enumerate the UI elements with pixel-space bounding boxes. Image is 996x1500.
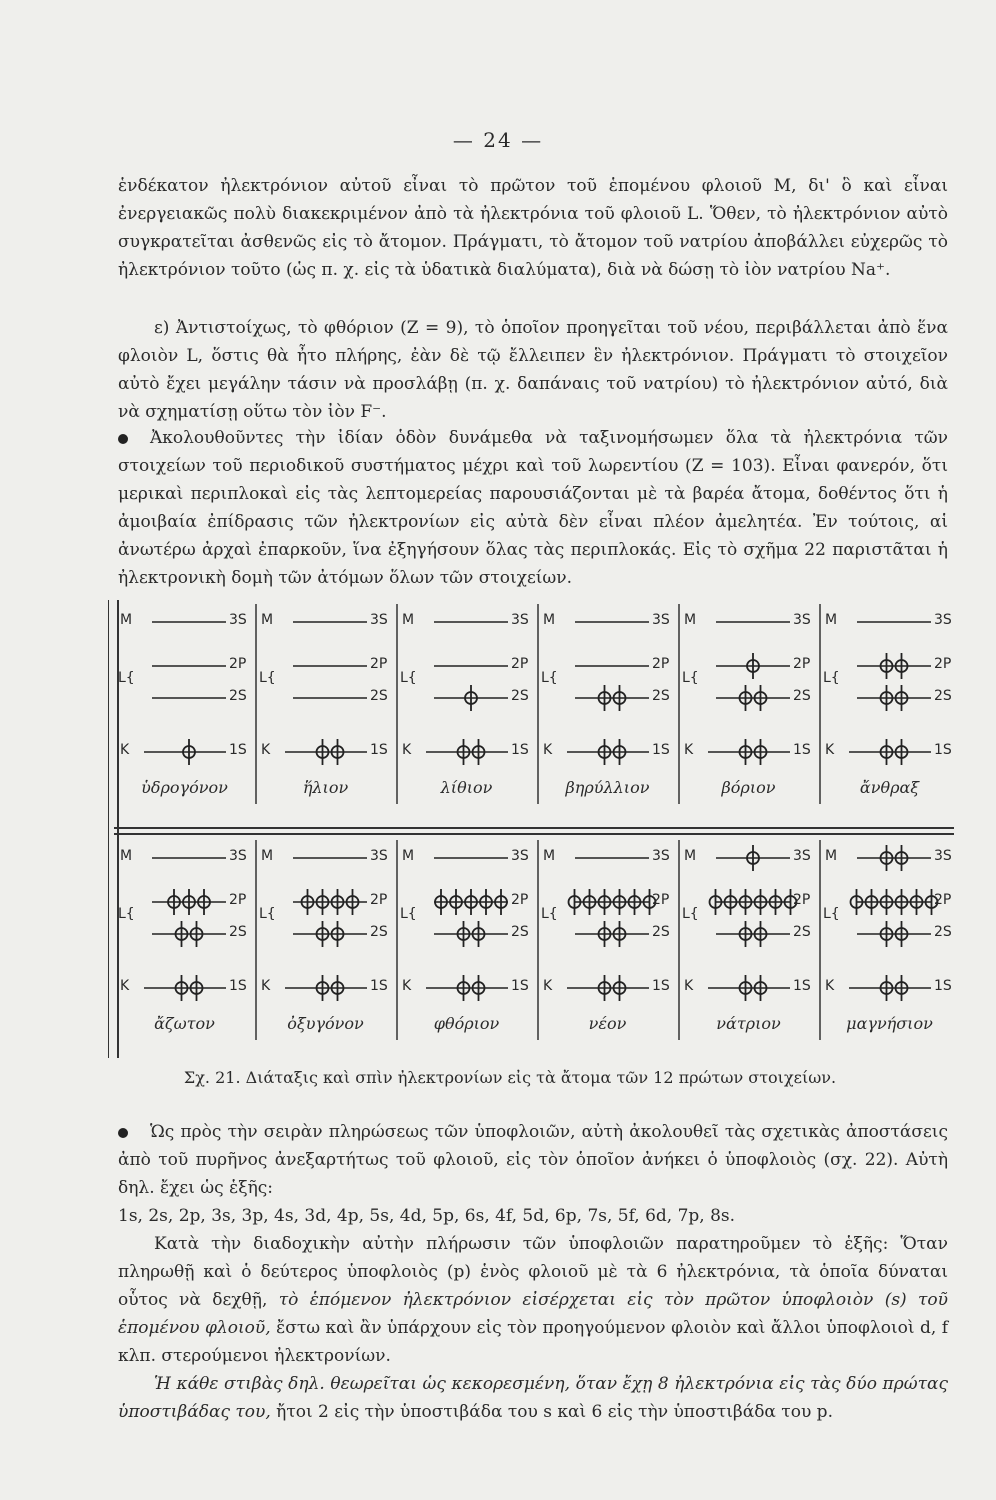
orbital-label-2s: 2S — [934, 924, 952, 940]
orbital-label-2s: 2S — [652, 688, 670, 704]
orbital-label-2p: 2P — [229, 892, 247, 908]
element-name: λίθιον — [440, 778, 493, 797]
orbital-label-2s: 2S — [793, 924, 811, 940]
orbital-label-2p: 2P — [370, 892, 388, 908]
paragraph-2: ε) Ἀντιστοίχως, τὸ φθόριον (Ζ = 9), τὸ ὁποῖον προηγεῖται τοῦ νέου, περιβάλλεται ἀπὸ ἕνα φλοιὸν L, ὅστις θὰ ἦτο πλήρης, ἐὰν δὲ τῷ ἔλλειπεν ἓν ἠλεκτρόνιον. Πράγματι τὸ στοιχεῖον αὐτὸ ἔχει μεγάλην τάσιν νὰ προσλάβῃ (π. χ. δαπάναις τοῦ νατρίου) τὸ ἠλεκτρόνιον αὐτό, διὰ νὰ σχηματίσῃ οὕτω τὸν ἰὸν F⁻. — [118, 318, 948, 422]
element-cell — [819, 840, 960, 1062]
element-cell — [255, 604, 396, 826]
paragraph-6-a: Ἡ κάθε στιβὰς δηλ. θεωρεῖται ὡς κεκορεσμένη, ὅταν ἔχῃ 8 ἠλεκτρόνια εἰς τὰς δύο πρώτας ὑποστιβάδας του, — [118, 1374, 948, 1422]
shell-label-l: L{ — [682, 670, 699, 686]
element-cell — [678, 840, 819, 1062]
shell-label-m: M — [120, 612, 133, 628]
orbital-label-2s: 2S — [370, 924, 388, 940]
element-name: ὑδρογόνον — [141, 778, 228, 797]
shell-label-m: M — [402, 612, 415, 628]
orbital-label-2p: 2P — [934, 892, 952, 908]
orbital-label-1s: 1S — [370, 742, 388, 758]
orbital-label-3s: 3S — [652, 612, 670, 628]
orbital-label-2p: 2P — [793, 892, 811, 908]
shell-label-l: L{ — [823, 906, 840, 922]
shell-label-m: M — [261, 848, 274, 864]
orbital-label-2p: 2P — [793, 656, 811, 672]
orbital-label-1s: 1S — [652, 978, 670, 994]
orbital-label-2s: 2S — [793, 688, 811, 704]
paragraph-5-c: ἔστω καὶ ἂν ὑπάρχουν εἰς τὸν προηγούμενον φλοιὸν καὶ ἄλλοι ὑποφλοιοὶ d, f κλπ. στερούμενοι ἠλεκτρονίων. — [118, 1318, 949, 1366]
shell-label-k: K — [825, 978, 835, 994]
shell-label-l: L{ — [682, 906, 699, 922]
orbital-label-3s: 3S — [652, 848, 670, 864]
shell-label-k: K — [825, 742, 835, 758]
orbital-label-1s: 1S — [229, 742, 247, 758]
shell-label-m: M — [261, 612, 274, 628]
shell-label-k: K — [261, 742, 271, 758]
paragraph-6 — [118, 1370, 948, 1426]
element-cell — [114, 604, 255, 826]
element-cell — [819, 604, 960, 826]
paragraph-4-block — [118, 1118, 948, 1426]
shell-label-m: M — [684, 848, 697, 864]
element-name: νάτριον — [716, 1014, 781, 1033]
orbital-label-2s: 2S — [511, 924, 529, 940]
shell-label-l: L{ — [259, 906, 276, 922]
paragraph-1: ἑνδέκατον ἠλεκτρόνιον αὐτοῦ εἶναι τὸ πρῶτον τοῦ ἑπομένου φλοιοῦ Μ, δι' ὃ καὶ εἶναι ἐνεργειακῶς πολὺ διακεκριμένον ἀπὸ τὰ ἠλεκτρόνια τοῦ φλοιοῦ L. Ὅθεν, τὸ ἠλεκτρόνιον αὐτὸ συγκρατεῖται ἀσθενῶς εἰς τὸ ἄτομον. Πράγματι, τὸ ἄτομον τοῦ νατρίου ἀποβάλλει εὐχερῶς τὸ ἠλεκτρόνιον τοῦτο (ὡς π. χ. εἰς τὰ ὑδατικὰ διαλύματα), διὰ νὰ δώσῃ τὸ ἰὸν νατρίου Na⁺. — [118, 176, 948, 280]
element-cell — [396, 604, 537, 826]
orbital-label-2p: 2P — [934, 656, 952, 672]
orbital-label-1s: 1S — [370, 978, 388, 994]
orbital-label-2s: 2S — [370, 688, 388, 704]
shell-label-k: K — [402, 978, 412, 994]
element-cell — [396, 840, 537, 1062]
element-name: βόριον — [721, 778, 776, 797]
shell-label-k: K — [684, 742, 694, 758]
orbital-label-2p: 2P — [511, 656, 529, 672]
shell-label-k: K — [120, 978, 130, 994]
paragraph-3-block — [118, 424, 948, 592]
orbital-label-3s: 3S — [229, 848, 247, 864]
paragraph-4: Ὡς πρὸς τὴν σειρὰν πληρώσεως τῶν ὑποφλοιῶν, αὐτὴ ἀκολουθεῖ τὰς σχετικὰς ἀποστάσεις ἀπὸ τοῦ πυρῆνος ἀνεξαρτήτως τοῦ φλοιοῦ, εἰς τὸν ὁποῖον ἀνήκει ὁ ὑποφλοιὸς (σχ. 22). Αὐτὴ δηλ. ἔχει ὡς ἑξῆς: — [118, 1122, 948, 1198]
orbital-label-3s: 3S — [511, 848, 529, 864]
orbital-label-3s: 3S — [793, 848, 811, 864]
shell-label-l: L{ — [541, 670, 558, 686]
paragraph-3: Ἀκολουθοῦντες τὴν ἰδίαν ὁδὸν δυνάμεθα νὰ ταξινομήσωμεν ὅλα τὰ ἠλεκτρόνια τῶν στοιχείων τοῦ περιοδικοῦ συστήματος μέχρι καὶ τοῦ λωρεντίου (Ζ = 103). Εἶναι φανερόν, ὅτι μερικαὶ περιπλοκαὶ εἰς τὰς λεπτομερείας παρουσιάζονται μὲ τὰ βαρέα ἄτομα, δοθέντος ὅτι ἡ ἀμοιβαία ἐπίδρασις τῶν ἠλεκτρονίων εἰς αὐτὰ δὲν εἶναι πλέον ἀμελητέα. Ἐν τούτοις, αἱ ἀνωτέρω ἀρχαὶ ἐπαρκοῦν, ἵνα ἐξηγήσουν ὅλας τὰς περιπλοκάς. Εἰς τὸ σχῆμα 22 παριστᾶται ἡ ἠλεκτρονικὴ δομὴ τῶν ἀτόμων ὅλων τῶν στοιχείων. — [118, 428, 948, 588]
orbital-label-2s: 2S — [652, 924, 670, 940]
orbital-label-1s: 1S — [934, 978, 952, 994]
page-number: — 24 — — [452, 128, 544, 152]
element-name: φθόριον — [433, 1014, 500, 1033]
orbital-label-3s: 3S — [934, 848, 952, 864]
element-cell — [537, 840, 678, 1062]
shell-label-k: K — [543, 742, 553, 758]
element-cell — [255, 840, 396, 1062]
orbital-label-2p: 2P — [652, 892, 670, 908]
shell-label-m: M — [120, 848, 133, 864]
orbital-label-3s: 3S — [229, 612, 247, 628]
shell-label-k: K — [402, 742, 412, 758]
orbital-label-1s: 1S — [793, 742, 811, 758]
shell-label-m: M — [825, 848, 838, 864]
shell-label-l: L{ — [823, 670, 840, 686]
orbital-label-2s: 2S — [229, 688, 247, 704]
shell-label-k: K — [120, 742, 130, 758]
element-name: νέον — [588, 1014, 627, 1033]
element-name: ἄζωτον — [154, 1014, 215, 1033]
element-name: μαγνήσιον — [846, 1014, 933, 1033]
orbital-label-2p: 2P — [370, 656, 388, 672]
orbital-label-1s: 1S — [934, 742, 952, 758]
subshell-series: 1s, 2s, 2p, 3s, 3p, 4s, 3d, 4p, 5s, 4d, 5p, 6s, 4f, 5d, 6p, 7s, 5f, 6d, 7p, 8s. — [118, 1206, 736, 1226]
shell-label-l: L{ — [118, 906, 135, 922]
element-name: ὀξυγόνον — [287, 1014, 364, 1033]
orbital-label-1s: 1S — [793, 978, 811, 994]
shell-label-m: M — [543, 848, 556, 864]
element-cell — [114, 840, 255, 1062]
orbital-label-3s: 3S — [793, 612, 811, 628]
shell-label-m: M — [684, 612, 697, 628]
paragraph-2-block — [118, 314, 948, 426]
electron-configuration-figure — [108, 598, 954, 1058]
bullet-icon — [118, 434, 128, 444]
shell-label-m: M — [402, 848, 415, 864]
orbital-label-3s: 3S — [370, 612, 388, 628]
paragraph-1-block — [118, 172, 948, 284]
shell-label-l: L{ — [118, 670, 135, 686]
orbital-label-1s: 1S — [652, 742, 670, 758]
figure-caption: Σχ. 21. Διάταξις καὶ σπὶν ἠλεκτρονίων εἰς τὰ ἄτομα τῶν 12 πρώτων στοιχείων. — [183, 1068, 837, 1087]
paragraph-5-a: Κατὰ τὴν διαδοχικὴν αὐτὴν πλήρωσιν τῶν ὑποφλοιῶν παρατηροῦμεν τὸ ἑξῆς: Ὅταν πληρωθῇ καὶ ὁ δεύτερος ὑποφλοιὸς (p) ἑνὸς φλοιοῦ μὲ τὰ 6 ἠλεκτρόνια, τὰ ὁποῖα δύναται οὗτος νὰ δεχθῇ, — [118, 1234, 948, 1310]
shell-label-m: M — [543, 612, 556, 628]
shell-label-l: L{ — [541, 906, 558, 922]
shell-label-k: K — [261, 978, 271, 994]
orbital-label-3s: 3S — [370, 848, 388, 864]
shell-label-k: K — [684, 978, 694, 994]
orbital-label-1s: 1S — [511, 978, 529, 994]
orbital-label-1s: 1S — [229, 978, 247, 994]
orbital-label-3s: 3S — [934, 612, 952, 628]
orbital-label-2s: 2S — [934, 688, 952, 704]
shell-label-l: L{ — [400, 670, 417, 686]
bullet-icon — [118, 1128, 128, 1138]
orbital-label-2p: 2P — [229, 656, 247, 672]
orbital-label-3s: 3S — [511, 612, 529, 628]
shell-label-l: L{ — [400, 906, 417, 922]
shell-label-k: K — [543, 978, 553, 994]
paragraph-5-b: τὸ ἑπόμενον ἠλεκτρόνιον εἰσέρχεται εἰς τὸν πρῶτον ὑποφλοιὸν (s) τοῦ ἑπομένου φλοιοῦ, — [118, 1290, 948, 1338]
orbital-label-2s: 2S — [511, 688, 529, 704]
orbital-label-2p: 2P — [652, 656, 670, 672]
element-cell — [678, 604, 819, 826]
orbital-label-2p: 2P — [511, 892, 529, 908]
element-name: ἥλιον — [302, 778, 349, 797]
element-name: βηρύλλιον — [565, 778, 650, 797]
paragraph-5 — [118, 1230, 948, 1370]
orbital-label-2s: 2S — [229, 924, 247, 940]
element-cell — [537, 604, 678, 826]
orbital-label-1s: 1S — [511, 742, 529, 758]
shell-label-m: M — [825, 612, 838, 628]
paragraph-6-b: ἤτοι 2 εἰς τὴν ὑποστιβάδα του s καὶ 6 εἰς τὴν ὑποστιβάδα του p. — [276, 1402, 833, 1422]
element-name: ἄνθραξ — [859, 778, 920, 797]
shell-label-l: L{ — [259, 670, 276, 686]
